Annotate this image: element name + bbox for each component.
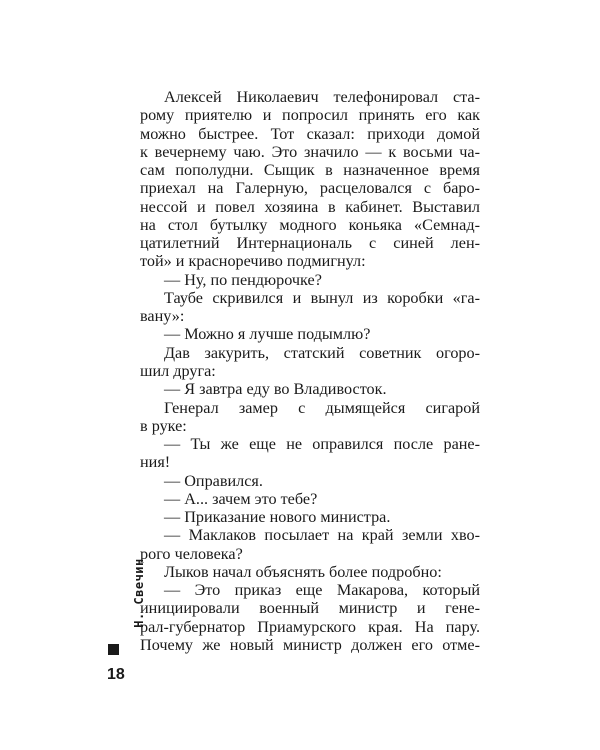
running-header-author: Н. Свечин	[131, 558, 146, 628]
text-line: — Я завтра еду во Владивосток.	[164, 380, 387, 399]
text-line: Алексей Николаевич телефонировал ста-	[164, 88, 480, 106]
text-line: — Ну, по пендюрочке?	[164, 270, 322, 289]
text-line: приехал на Галерную, расцеловался с баро-	[140, 179, 480, 198]
text-line: ния!	[140, 453, 171, 472]
text-line: Почему же новый министр должен его отме-	[140, 635, 480, 654]
text-line: — А... зачем это тебе?	[164, 489, 318, 508]
body-text	[140, 88, 480, 654]
text-line: вану»:	[140, 307, 185, 326]
text-line: той» и красноречиво подмигнул:	[140, 252, 366, 271]
text-line: Дав закурить, статский советник огоро-	[164, 343, 480, 362]
text-line: Таубе скривился и вынул из коробки «га-	[164, 288, 480, 307]
text-line: к вечернему чаю. Это значило — к восьми ча-	[140, 142, 480, 161]
text-line: — Оправился.	[164, 471, 263, 490]
text-line: Генерал замер с дымящейся сигарой	[164, 398, 480, 417]
square-marker-icon	[108, 644, 119, 655]
text-line: в руке:	[140, 416, 187, 435]
text-line: можно быстрее. Тот сказал: приходи домой	[140, 124, 480, 143]
page-number: 18	[107, 666, 125, 683]
text-line: цатилетний Интернациональ с синей лен-	[140, 234, 480, 253]
text-line: рому приятелю и попросил принять его как	[140, 106, 480, 125]
text-line: — Это приказ еще Макарова, который	[164, 581, 480, 600]
text-line: сам пополудни. Сыщик в назначенное время	[140, 161, 480, 180]
text-line: — Маклаков посылает на край земли хво-	[164, 526, 480, 545]
text-line: инициировали военный министр и гене-	[140, 599, 480, 618]
text-line: нессой и повел хозяина в кабинет. Выставил	[140, 197, 480, 216]
text-line: — Приказание нового министра.	[164, 508, 391, 527]
text-line: — Ты же еще не оправился после ране-	[164, 435, 480, 454]
text-line: шил друга:	[140, 361, 216, 380]
text-line: Лыков начал объяснять более подробно:	[164, 562, 442, 581]
text-line: рого человека?	[140, 544, 243, 563]
text-line: на стол бутылку модного коньяка «Семнад-	[140, 215, 480, 234]
text-line: — Можно я лучше подымлю?	[164, 325, 371, 344]
text-line: рал-губернатор Приамурского края. На пару.	[140, 617, 480, 636]
